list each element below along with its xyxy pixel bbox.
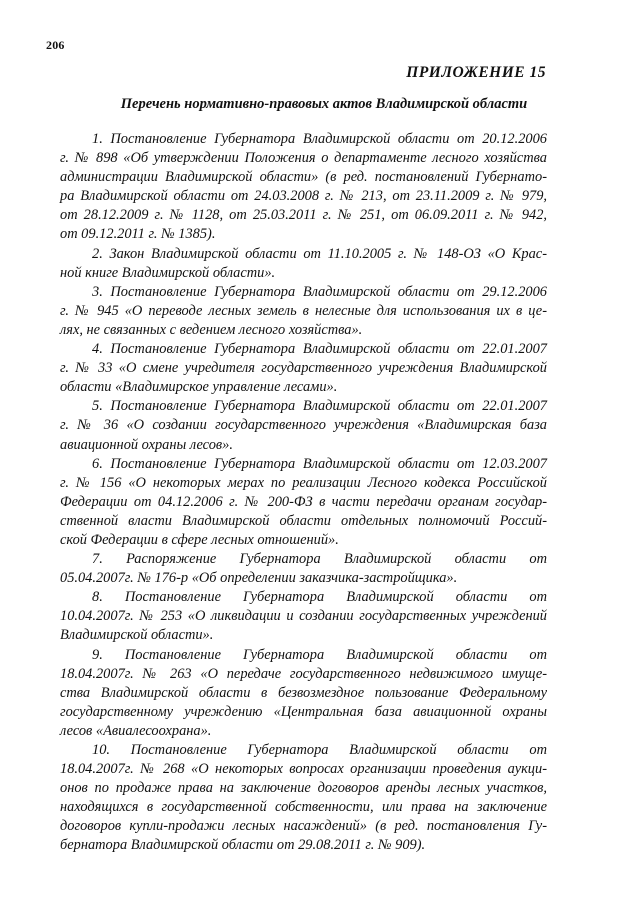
item-line: ной книге Владимирской области». [60,264,276,281]
item-line: авиационной охраны лесов». [60,436,233,453]
item-line: 2. Закон Владимирской области от 11.10.2005 г. № 148-ОЗ «О Крас- [92,245,547,262]
item-line: г. № 898 «Об утверждении Положения о департаменте лесного хозяйства [60,150,547,167]
item-line: 10. Постановление Губернатора Владимирской области от [92,742,547,758]
list-item [60,130,547,245]
item-line: 05.04.2007г. № 176-р «Об определении заказчика-застройщика». [60,570,458,587]
item-line: 1. Постановление Губернатора Владимирской области от 20.12.2006 [92,131,547,147]
item-line: г. № 33 «О смене учредителя государственного учреждения Владимирской [60,360,547,377]
item-line: г. № 36 «О создании государственного учреждения «Владимирская база [60,417,547,434]
item-line: 6. Постановление Губернатора Владимирской области от 12.03.2007 [92,455,547,472]
item-line: Федерации от 04.12.2006 г. № 200-ФЗ в части передачи органам государ- [60,493,547,510]
item-line: ства Владимирской области в безвозмездное пользование Федеральному [60,684,547,701]
list-item [60,245,547,283]
item-line: г. № 156 «О некоторых мерах по реализации Лесного кодекса Российской [60,474,547,491]
item-line: области «Владимирское управление лесами». [60,379,338,396]
item-line: договоров купли-продажи лесных насаждений» (в ред. постановления Гу- [60,818,547,835]
document-body [60,130,547,856]
item-line: Владимирской области». [60,627,214,644]
item-line: 7. Распоряжение Губернатора Владимирской области от [92,551,547,568]
list-item [60,646,547,741]
list-item [60,741,547,856]
item-line: 18.04.2007г. № 268 «О некоторых вопросах организации проведения аукци- [60,761,547,778]
item-line: ственной власти Владимирской области отдельных полномочий Россий- [60,512,547,529]
item-line: 4. Постановление Губернатора Владимирской области от 22.01.2007 [92,341,547,358]
item-line: 5. Постановление Губернатора Владимирской области от 22.01.2007 [92,398,547,415]
item-line: онов по продаже права на заключение договоров аренды лесных участков, [60,780,547,797]
item-line: 8. Постановление Губернатора Владимирской области от [92,589,547,606]
appendix-title: ПРИЛОЖЕНИЕ 15 [406,64,546,81]
item-line: бернатора Владимирской области от 29.08.2011 г. № 909). [60,837,426,854]
item-line: г. № 945 «О переводе лесных земель в нелесные для использования их в це- [60,302,547,319]
list-item [60,283,547,340]
item-line: 10.04.2007г. № 253 «О ликвидации и создании государственных учреждений [60,608,547,625]
item-line: ра Владимирской области от 24.03.2008 г. № 213, от 23.11.2009 г. № 979, [60,188,547,205]
item-line: от 28.12.2009 г. № 1128, от 25.03.2011 г. № 251, от 06.09.2011 г. № 942, [60,207,547,224]
item-line: ской Федерации в сфере лесных отношений». [60,531,339,548]
list-item [60,588,547,645]
item-line: находящихся в государственной собственности, или права на заключение [60,799,547,816]
list-item [60,340,547,397]
item-line: лях, не связанных с ведением лесного хозяйства». [60,321,363,338]
list-item [60,455,547,550]
list-item [60,397,547,454]
document-title: Перечень нормативно-правовых актов Владимирской области [120,96,528,112]
item-line: государственному учреждению «Центральная база авиационной охраны [60,703,547,720]
item-line: администрации Владимирской области» (в ред. постановлений Губернато- [60,169,547,186]
item-line: 9. Постановление Губернатора Владимирской области от [92,646,547,663]
item-line: от 09.12.2011 г. № 1385). [60,226,216,243]
item-line: лесов «Авиалесоохрана». [60,722,212,739]
item-line: 18.04.2007г. № 263 «О передаче государственного недвижимого имуще- [60,665,547,682]
item-line: 3. Постановление Губернатора Владимирской области от 29.12.2006 [92,283,547,300]
list-item [60,550,547,588]
page-number: 206 [46,38,65,52]
